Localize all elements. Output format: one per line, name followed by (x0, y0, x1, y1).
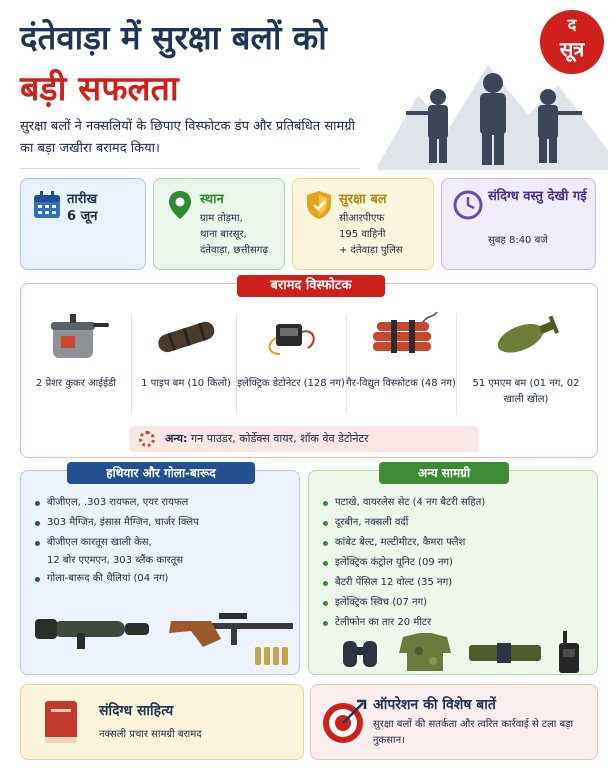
place-value: ग्राम तोड़मा, थाना बारसूर, दंतेवाड़ा, छत्तीसगढ़ (200, 213, 268, 256)
list-item: गोला-बारूद की थैलियां (04 नग) (33, 569, 199, 589)
place-title: स्थान (200, 192, 224, 207)
list-item: टेलीफोन का तार 20 मीटर (321, 613, 485, 633)
weapons-section (20, 466, 300, 675)
explosive-item: 1 पाइप बम (10 किलो) (131, 306, 241, 392)
list-item: बीजीएल कारतूस खाली केस, (33, 533, 199, 553)
list-item-continuation: 12 बोर एएमएन, 303 ब्लैंक कारतूस (47, 555, 184, 566)
other-items-list (321, 493, 485, 633)
explosives-heading: बरामद विस्फोटक (237, 275, 385, 297)
book-icon (39, 697, 83, 747)
explosive-item: इलेक्ट्रिक डेटोनेटर (128 नग) (236, 306, 346, 392)
literature-card (20, 684, 304, 760)
other-items-illustration (339, 631, 591, 673)
uniform-icon (399, 633, 451, 671)
pressure-cooker-icon (41, 308, 111, 364)
place-card (153, 178, 285, 270)
literature-title: संदिग्ध साहित्य (99, 703, 174, 719)
other-items-section (308, 466, 598, 675)
grenade-launcher-icon (35, 619, 149, 649)
literature-value: नक्सली प्रचार सामग्री बरामद (99, 729, 202, 740)
pipe-bomb-icon (149, 316, 223, 356)
walkie-talkie-icon (559, 631, 579, 673)
time-card (441, 178, 596, 270)
date-title: तारीख (67, 192, 98, 207)
explosive-item: गैर-विद्युत विस्फोटक (48 नग) (346, 306, 456, 392)
time-value: सुबह 8:40 बजे (488, 235, 548, 246)
list-item: इलेक्ट्रिक कंट्रोल यूनिट (09 नग) (321, 553, 485, 573)
explosives-section (20, 278, 598, 458)
divider (456, 314, 457, 414)
location-pin-icon (164, 189, 196, 221)
weapons-illustration (31, 599, 299, 669)
date-value: 6 जून (67, 209, 98, 224)
gear-icon (139, 431, 155, 447)
operation-value: सुरक्षा बलों की सतर्कता और त्वरित कार्रवाई से टला बड़ा नुकसान। (373, 719, 574, 746)
the-sootr-logo: द सूत्र (540, 10, 604, 74)
detonator-icon (256, 308, 326, 364)
clock-icon (452, 189, 484, 221)
list-item: कांबेट बेल्ट, मल्टीमीटर, कैमरा फ्लैश (321, 533, 485, 553)
binoculars-icon (343, 641, 377, 667)
list-item: दूरबीन, नक्सली वर्दी (321, 513, 485, 533)
list-item: पटाखे, वायरलेस सेट (4 नग बैटरी सहित) (321, 493, 485, 513)
list-item: बैटरी पेंसिल 12 वोल्ट (35 नग) (321, 573, 485, 593)
belt-icon (469, 643, 541, 663)
security-force-card (292, 178, 434, 270)
mortar-shell-icon (486, 311, 566, 361)
soldiers-silhouette-illustration (378, 55, 608, 170)
cartridges-icon (255, 647, 288, 665)
headline-line-2: बड़ी सफलता (20, 69, 179, 109)
calendar-icon (31, 189, 63, 221)
dynamite-icon (361, 308, 441, 364)
weapons-list (33, 493, 199, 589)
shield-icon (303, 189, 335, 221)
security-force-title: सुरक्षा बल (339, 192, 387, 207)
time-title: संदिग्ध वस्तु देखी गई (488, 189, 587, 204)
weapons-heading: हथियार और गोला-बारूद (67, 462, 255, 484)
explosive-item: 2 प्रेशर कुकर आईईडी (21, 306, 131, 392)
header-divider (20, 168, 360, 169)
rifle-icon (169, 613, 293, 647)
other-items-heading: अन्य सामग्री (379, 462, 509, 484)
operation-title: ऑपरेशन की विशेष बातें (373, 697, 496, 713)
other-explosives-bar: अन्य: गन पाउडर, कोर्डेक्स वायर, शॉक वेव डेटोनेटर (129, 426, 479, 452)
list-item: इलेक्ट्रिक स्विच (07 नग) (321, 593, 485, 613)
headline-line-1: दंतेवाड़ा में सुरक्षा बलों को (20, 18, 327, 57)
target-icon (321, 699, 367, 745)
explosive-item: 51 एमएम बम (01 नग, 02 खाली खोल) (461, 306, 591, 408)
operation-card (310, 684, 598, 760)
list-item: 303 मैग्जिन, इंसास मैग्जिन, चार्जर क्लिप (33, 513, 199, 533)
date-card (20, 178, 146, 270)
subtitle: सुरक्षा बलों ने नक्सलियों के छिपाए विस्फोटक डंप और प्रतिबंधित सामग्री का बड़ा जखीरा बरामद किया। (20, 119, 355, 156)
security-force-value: सीआरपीएफ 195 वाहिनी + दंतेवाड़ा पुलिस (339, 213, 403, 256)
list-item: बीजीएल, .303 रायफल, एयर रायफल (33, 493, 199, 513)
